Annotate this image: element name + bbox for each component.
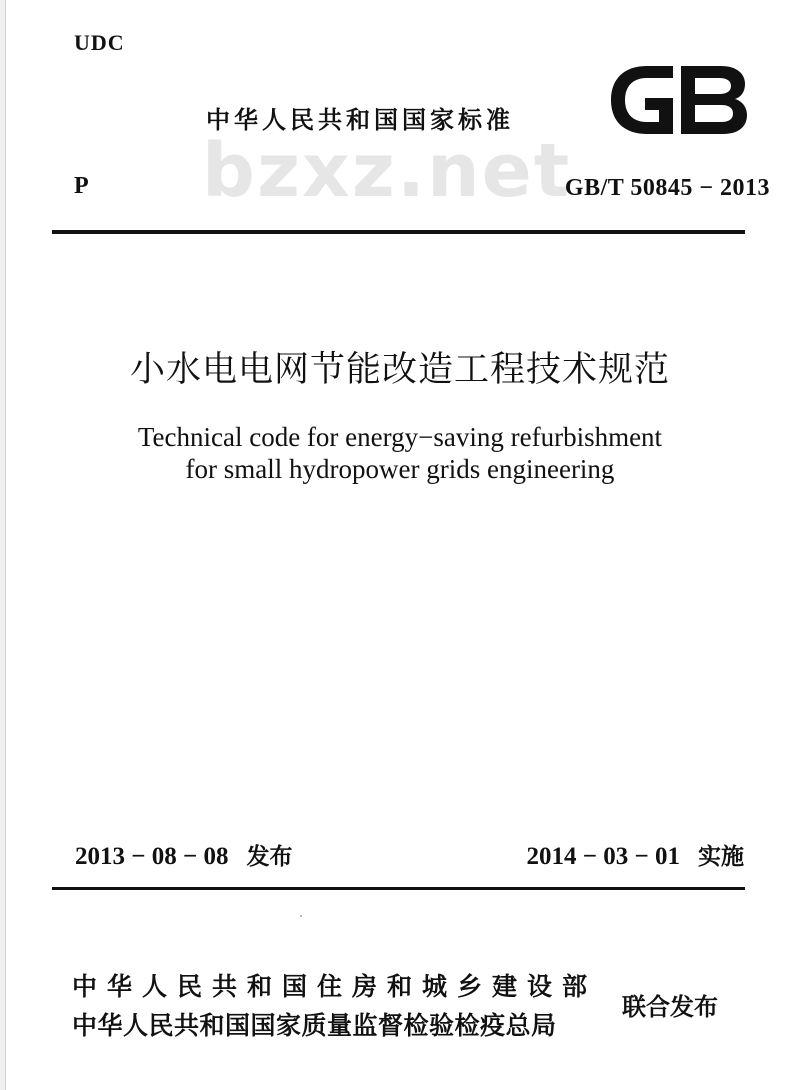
issuer-aqsiq: 中华人民共和国国家质量监督检验检疫总局	[72, 1011, 557, 1040]
issue-date: 2013 − 08 − 08	[75, 843, 229, 870]
issue-label: 发布	[246, 844, 293, 870]
national-standard-heading: 中华人民共和国国家标准	[206, 106, 514, 134]
udc-label: UDC	[74, 30, 125, 55]
title-chinese: 小水电电网节能改造工程技术规范	[129, 350, 670, 390]
bottom-divider	[52, 887, 745, 890]
watermark: bzxz.net	[202, 128, 572, 214]
title-english	[0, 421, 800, 485]
page-edge	[0, 0, 6, 1090]
issue-date-block	[75, 838, 293, 871]
joint-issue-label: 联合发布	[622, 993, 718, 1021]
issuer-ministry-housing: 中华人民共和国住房和城乡建设部	[72, 972, 598, 1001]
gb-logo	[607, 62, 749, 138]
title-english-line-2: for small hydropower grids engineering	[185, 454, 615, 484]
effective-date: 2014 − 03 − 01	[526, 843, 680, 870]
gb-logo-text: GB	[607, 62, 609, 63]
top-divider	[52, 230, 745, 234]
effective-label: 实施	[698, 844, 744, 870]
classification-code: P	[74, 173, 89, 199]
speck	[300, 915, 302, 917]
standard-number: GB/T 50845 − 2013	[564, 175, 770, 201]
gb-logo-letters	[611, 66, 747, 134]
title-english-line-1: Technical code for energy−saving refurbishment	[137, 422, 663, 452]
effective-date-block	[527, 838, 745, 871]
